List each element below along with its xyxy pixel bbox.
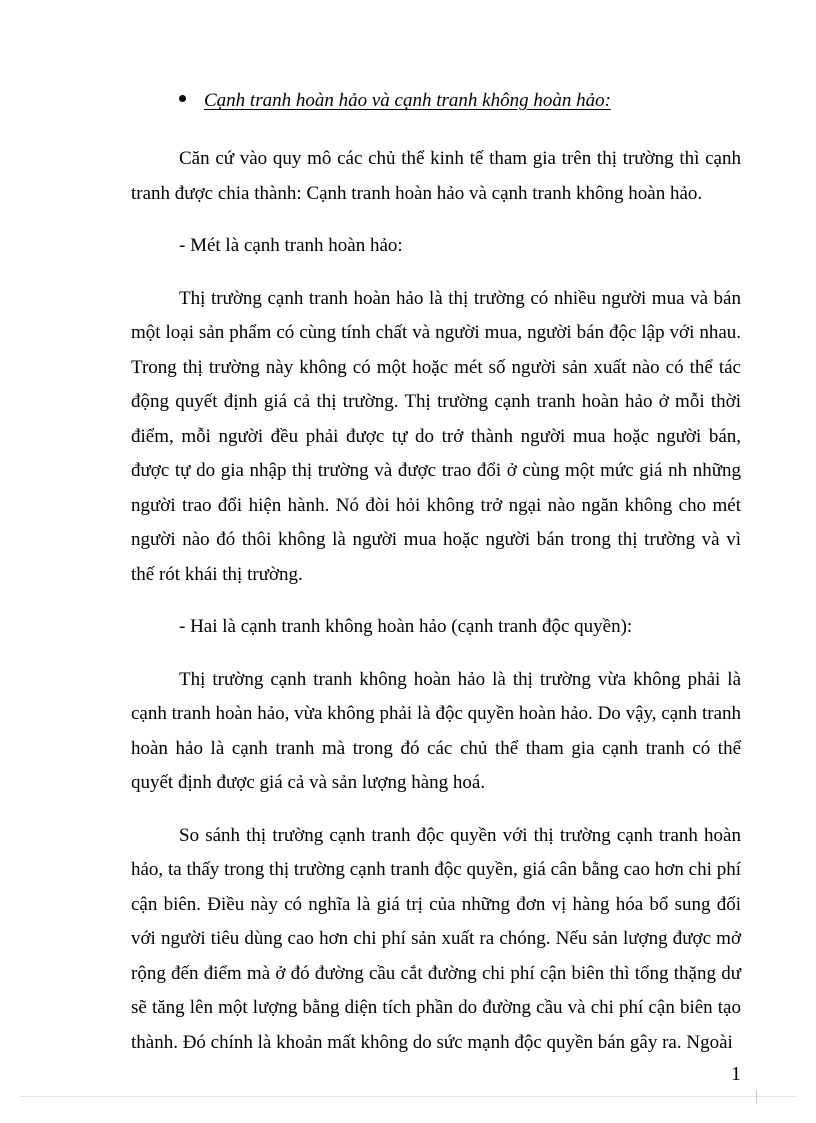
bullet-icon (179, 95, 186, 102)
section-heading-row (179, 90, 741, 120)
subheading-imperfect-competition: - Hai là cạnh tranh không hoàn hảo (cạnh tranh độc quyền): (179, 616, 633, 637)
page-number: 1 (731, 1063, 741, 1085)
page-corner-mark (756, 1090, 757, 1104)
subheading-perfect-competition: - Mét là cạnh tranh hoàn hảo: (179, 235, 403, 256)
page-bottom-divider (20, 1096, 796, 1097)
paragraph-intro: Căn cứ vào quy mô các chủ thể kinh tế tham gia trên thị trường thì cạnh tranh được chia thành: Cạnh tranh hoàn hảo và cạnh tranh không hoàn hảo. (131, 148, 741, 204)
paragraph-comparison: So sánh thị trường cạnh tranh độc quyền với thị trường cạnh tranh hoàn hảo, ta thấy trong thị trường cạnh tranh độc quyền, giá cân bằng cao hơn chi phí cận biên. Điều này có nghĩa là giá trị của những đơn vị hàng hóa bổ sung đối với người tiêu dùng cao hơn chi phí sản xuất ra chóng. Nếu sản lượng được mở rộng đến điểm mà ở đó đường cầu cắt đường chi phí cận biên thì tổng thặng dư sẽ tăng lên một lượng bằng diện tích phần do đường cầu và chi phí cận biên tạo thành. Đó chính là khoản mất không do sức mạnh độc quyền bán gây ra. Ngoài (131, 824, 741, 1053)
section-heading: Cạnh tranh hoàn hảo và cạnh tranh không hoàn hảo: (204, 90, 611, 111)
page-body (131, 90, 741, 1060)
paragraph-imperfect-competition: Thị trường cạnh tranh không hoàn hảo là thị trường vừa không phải là cạnh tranh hoàn hảo, vừa không phải là độc quyền hoàn hảo. Do vậy, cạnh tranh hoàn hảo là cạnh tranh mà trong đó các chủ thể tham gia cạnh tranh có thể quyết định được giá cả và sản lượng hàng hoá. (131, 668, 741, 793)
paragraph-perfect-competition: Thị trường cạnh tranh hoàn hảo là thị trường có nhiều người mua và bán một loại sản phẩm có cùng tính chất và người mua, người bán độc lập với nhau. Trong thị trường này không có một hoặc mét số người sản xuất nào có thể tác động quyết định giá cả thị trường. Thị trường cạnh tranh hoàn hảo ở mỗi thời điểm, mỗi người đều phải được tự do trở thành người mua hoặc người bán, được tự do gia nhập thị trường và được trao đổi ở cùng một mức giá nh những người trao đổi hiện hành. Nó đòi hỏi không trở ngại nào ngăn không cho mét người nào đó thôi không là người mua hoặc người bán trong thị trường và vì thế rót khái thị trường. (131, 287, 741, 585)
